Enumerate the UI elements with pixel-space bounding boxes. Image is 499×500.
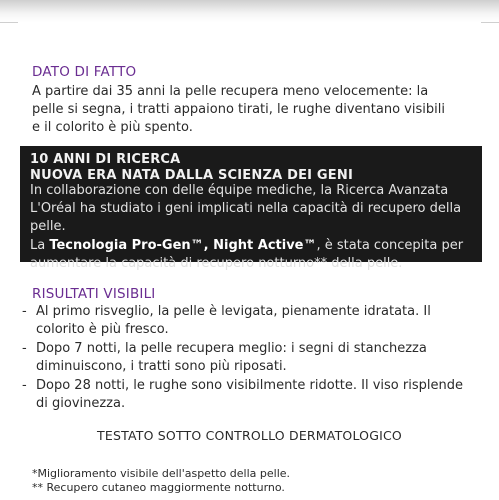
technology-text: [30, 237, 463, 273]
dato-di-fatto-heading: DATO DI FATTO: [32, 64, 137, 80]
result-line: diminuiscono, i tratti sono più riposati.: [36, 359, 287, 374]
research-line: L'Oréal ha studiato i geni implicati nella capacità di recupero della: [30, 201, 462, 216]
divider-right: [481, 22, 499, 23]
footnote: ** Recupero cutaneo maggiormente notturno.: [32, 481, 285, 494]
tech-suffix: , è stata concepita per: [316, 238, 464, 253]
risultati-heading: RISULTATI VISIBILI: [32, 286, 156, 302]
dato-line: pelle si segna, i tratti appaiono tirati, le rughe diventano visibili: [32, 102, 445, 117]
result-line: di giovinezza.: [36, 396, 126, 411]
list-item: [22, 340, 492, 376]
dermatological-test-note: TESTATO SOTTO CONTROLLO DERMATOLOGICO: [97, 428, 402, 443]
result-line: Al primo risveglio, la pelle è levigata, pienamente idratata. Il: [36, 304, 431, 319]
technology-line: aumentare la capacità di recupero notturno** della pelle.: [30, 256, 403, 271]
tech-separator: ,: [203, 238, 214, 253]
tech-prefix: La: [30, 238, 50, 253]
result-line: Dopo 28 notti, le rughe sono visibilmente ridotte. Il viso risplende: [36, 378, 463, 393]
dash: -: [22, 341, 27, 356]
dato-line: A partire dai 35 anni la pelle recupera meno velocemente: la: [32, 84, 429, 99]
divider-left: [0, 22, 18, 23]
list-item: [22, 303, 492, 339]
list-item: [22, 377, 492, 413]
research-line: In collaborazione con delle équipe mediche, la Ricerca Avanzata: [30, 183, 449, 198]
pro-gen-technology: Tecnologia Pro-Gen™: [49, 238, 204, 253]
dash: -: [22, 378, 27, 393]
top-shadow: [0, 0, 499, 22]
dato-line: e il colorito è più spento.: [32, 120, 193, 135]
research-text: [30, 182, 461, 236]
result-line: colorito è più fresco.: [36, 322, 169, 337]
dash: -: [22, 304, 27, 319]
night-active: Night Active™: [213, 238, 317, 253]
research-panel: [20, 146, 482, 271]
technology-line: [30, 237, 463, 255]
footnote: *Miglioramento visibile dell'aspetto della pelle.: [32, 467, 291, 480]
dato-di-fatto-text: [32, 83, 484, 137]
research-line: pelle.: [30, 219, 66, 234]
research-subtitle: NUOVA ERA NATA DALLA SCIENZA DEI GENI: [30, 168, 353, 183]
result-line: Dopo 7 notti, la pelle recupera meglio: i segni di stanchezza: [36, 341, 427, 356]
results-list: [22, 303, 492, 413]
research-title: 10 ANNI DI RICERCA: [30, 152, 181, 167]
